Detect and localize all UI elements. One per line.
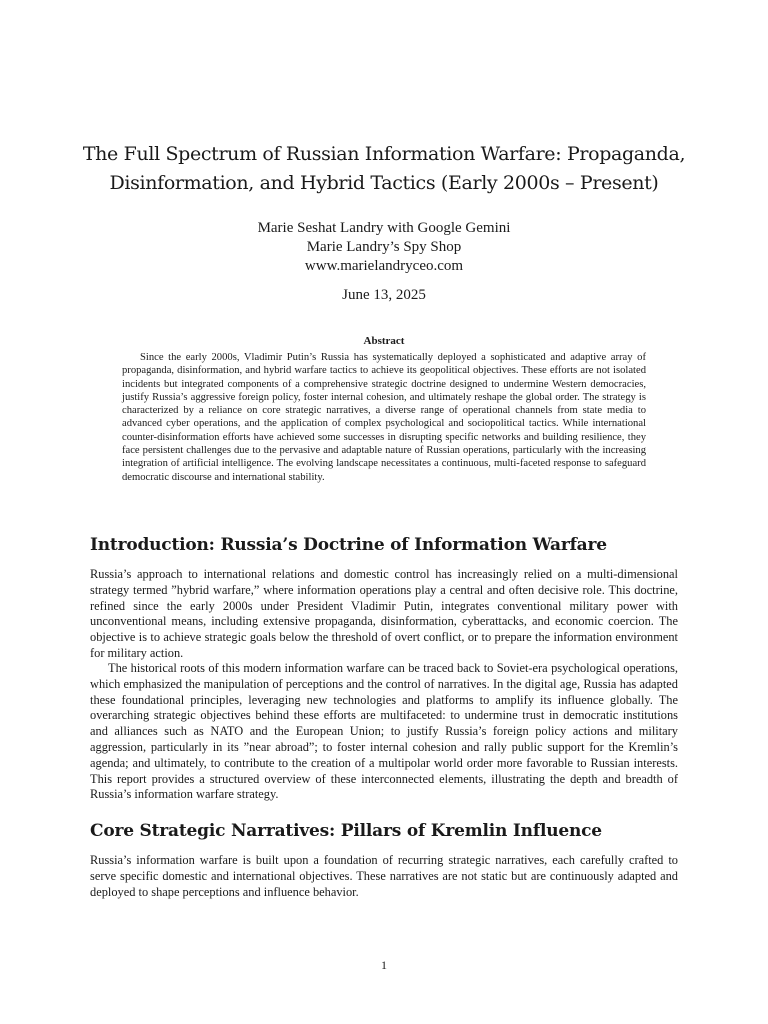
introduction-paragraph-1: Russia’s approach to international relations and domestic control has increasingly relied on a multi-dimensional strategy termed ”hybrid warfare,” where information operations play a central and often decisive role. This doctrine, refined since the early 2000s under President Vladimir Putin, integrates conventional military power with unconventional means, including extensive propaganda, disinformation, cyberattacks, and economic coercion. The objective is to achieve strategic goals below the threshold of overt conflict, or to prepare the information environment for military action. [90, 567, 678, 660]
introduction-paragraph-2: The historical roots of this modern information warfare can be traced back to Soviet-era psychological operations, which emphasized the manipulation of perceptions and the control of narratives. In the digital age, Russia has adapted these foundational principles, leveraging new technologies and platforms to amplify its influence globally. The overarching strategic objectives behind these efforts are multifaceted: to undermine trust in democratic institutions and alliances such as NATO and the European Union; to justify Russia’s foreign policy actions and military aggression, particularly in its ”near abroad”; to foster internal cohesion and rally public support for the Kremlin’s agenda; and ultimately, to contribute to the creation of a multipolar world order more favorable to Russian interests. This report provides a structured overview of these interconnected elements, illustrating the depth and breadth of Russia’s information warfare strategy. [90, 661, 678, 802]
abstract-text: Since the early 2000s, Vladimir Putin’s Russia has systematically deployed a sophisticated and adaptive array of propaganda, disinformation, and hybrid warfare tactics to achieve its geopolitical objectives. These efforts are not isolated incidents but integrated components of a comprehensive strategic doctrine designed to undermine Western democracies, justify Russia’s aggressive foreign policy, foster internal cohesion, and ultimately reshape the global order. The strategy is characterized by a reliance on core strategic narratives, a diverse range of operational channels from state media to advanced cyber operations, and the application of complex psychological and sociopolitical tactics. While international counter-disinformation efforts have achieved some successes in disrupting specific networks and building resilience, they face persistent challenges due to the pervasive and adaptable nature of Russian operations, particularly with the increasing integration of artificial intelligence. The evolving landscape necessitates a continuous, multi-faceted response to safeguard democratic discourse and international stability. [122, 352, 646, 483]
author-name: Marie Seshat Landry with Google Gemini [257, 220, 511, 236]
author-website: www.marielandryceo.com [304, 258, 464, 274]
page-number: 1 [381, 958, 387, 972]
paper-title: The Full Spectrum of Russian Information Warfare: Propaganda, Disinformation, and Hybrid Tactics (Early 2000s – Present) [82, 143, 686, 194]
abstract-heading: Abstract [363, 335, 405, 347]
author-affiliation: Marie Landry’s Spy Shop [306, 239, 462, 255]
section-heading-introduction: Introduction: Russia’s Doctrine of Information Warfare [90, 535, 607, 555]
author-block [84, 219, 684, 276]
core-narratives-paragraph-1: Russia’s information warfare is built upon a foundation of recurring strategic narratives, each carefully crafted to serve specific domestic and international objectives. These narratives are not static but are continuously adapted and deployed to shape perceptions and influence behavior. [90, 853, 678, 899]
section-heading-core-narratives: Core Strategic Narratives: Pillars of Kremlin Influence [90, 821, 602, 841]
paper-date: June 13, 2025 [342, 287, 426, 303]
